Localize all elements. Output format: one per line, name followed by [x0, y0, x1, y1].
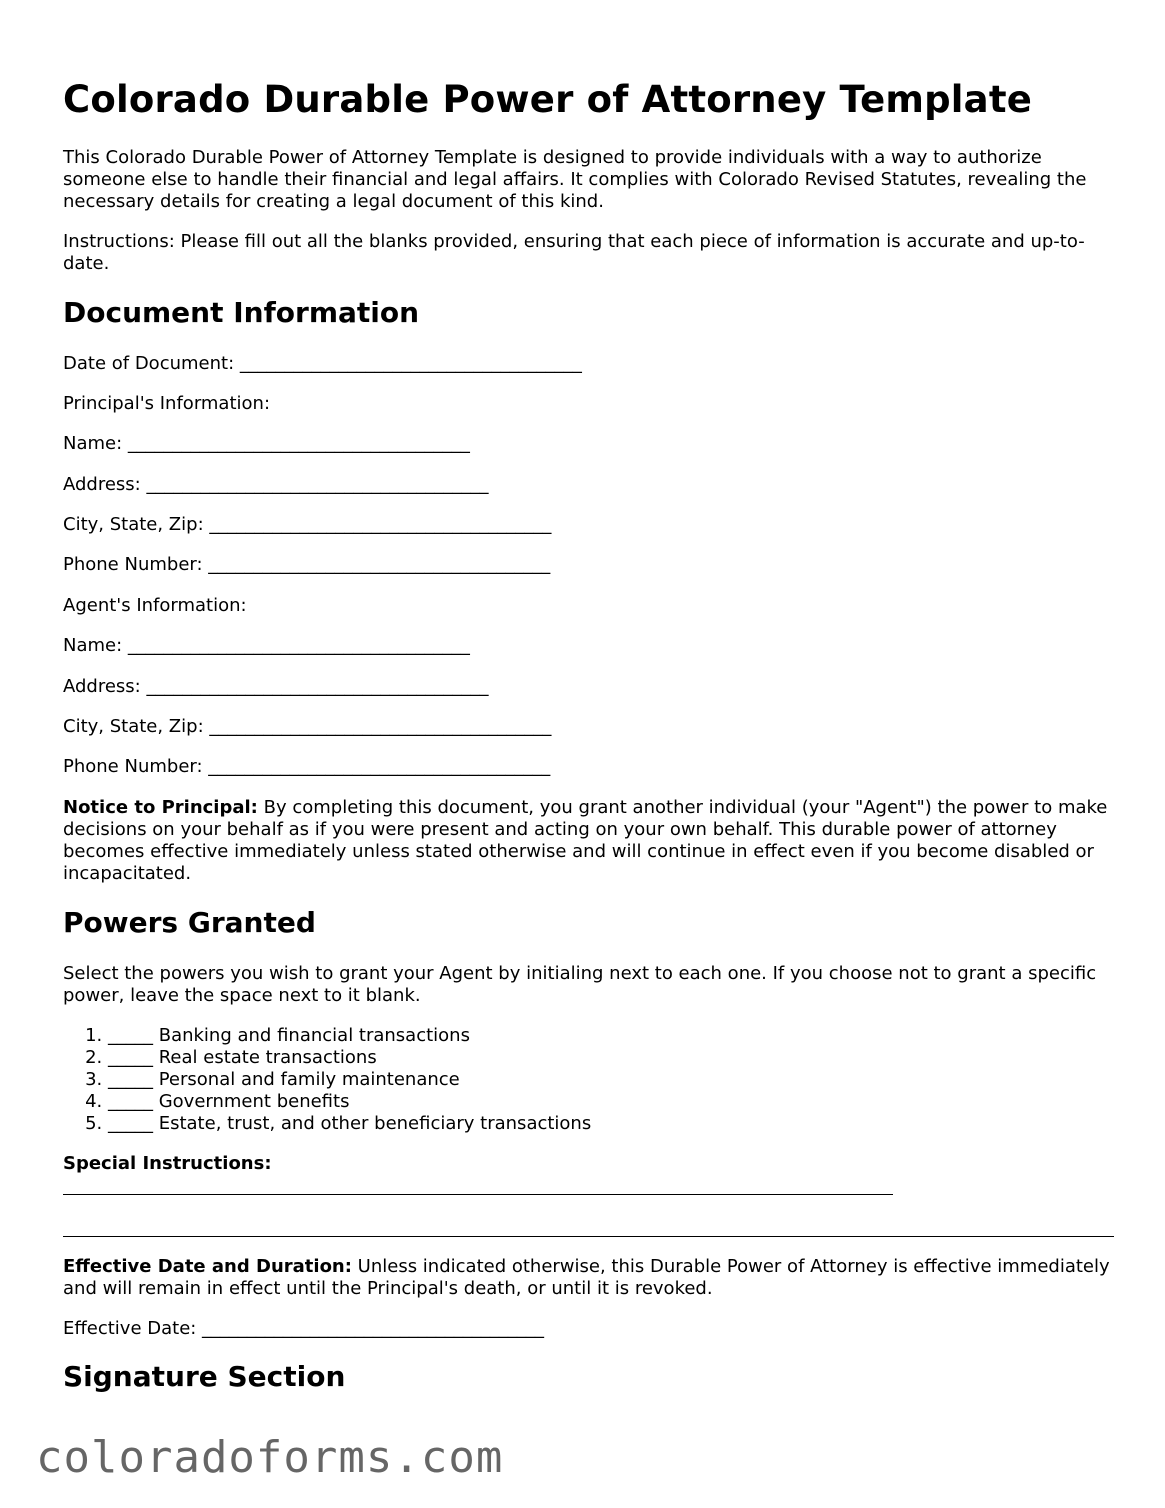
agent-name-field[interactable]: Name: ______________________________________	[63, 635, 470, 656]
power-item-family-maintenance[interactable]: 3. _____ Personal and family maintenance	[108, 1069, 591, 1091]
watermark-logo: coloradoforms.com	[36, 1432, 504, 1483]
agent-city-field[interactable]: City, State, Zip: ______________________________________	[63, 716, 552, 737]
special-instructions-line-2[interactable]	[63, 1236, 1114, 1237]
page-title: Colorado Durable Power of Attorney Template	[63, 78, 1033, 121]
signature-section-heading: Signature Section	[63, 1360, 346, 1393]
intro-paragraph: This Colorado Durable Power of Attorney Template is designed to provide individuals with a way to authorize someone else to handle their financial and legal affairs. It complies with Colorado Revised Statutes, revealing the necessary details for creating a legal document of this kind.	[63, 147, 1087, 212]
power-item-government-benefits[interactable]: 4. _____ Government benefits	[108, 1091, 591, 1113]
effective-text: Unless indicated otherwise, this Durable Power of Attorney is effective immediately and will remain in effect until the Principal's death, or until it is revoked.	[63, 1256, 1110, 1299]
effective-label: Effective Date and Duration:	[63, 1256, 352, 1277]
special-instructions-line-1[interactable]	[63, 1194, 893, 1195]
principal-address-field[interactable]: Address: ______________________________________	[63, 474, 489, 495]
document-information-heading: Document Information	[63, 296, 420, 329]
agent-phone-field[interactable]: Phone Number: ______________________________________	[63, 756, 551, 777]
notice-text: By completing this document, you grant another individual (your "Agent") the power to make decisions on your behalf as if you were present and acting on your own behalf. This durable power of attorney becomes effective immediately unless stated otherwise and will continue in effect even if you become disabled or incapacitated.	[63, 797, 1108, 884]
principal-phone-field[interactable]: Phone Number: ______________________________________	[63, 554, 551, 575]
instructions-paragraph: Instructions: Please fill out all the blanks provided, ensuring that each piece of information is accurate and up-to-date.	[63, 231, 1085, 274]
agent-info-heading: Agent's Information:	[63, 595, 247, 616]
principal-info-heading: Principal's Information:	[63, 393, 271, 414]
powers-intro-paragraph: Select the powers you wish to grant your Agent by initialing next to each one. If you choose not to grant a specific power, leave the space next to it blank.	[63, 963, 1097, 1006]
power-item-estate-trust[interactable]: 5. _____ Estate, trust, and other beneficiary transactions	[108, 1113, 591, 1135]
date-of-document-field[interactable]: Date of Document: ______________________________________	[63, 353, 582, 374]
powers-granted-heading: Powers Granted	[63, 906, 316, 939]
agent-address-field[interactable]: Address: ______________________________________	[63, 676, 489, 697]
principal-name-field[interactable]: Name: ______________________________________	[63, 433, 470, 454]
effective-date-paragraph	[63, 1256, 1115, 1300]
powers-list	[63, 1025, 591, 1135]
power-item-real-estate[interactable]: 2. _____ Real estate transactions	[108, 1047, 591, 1069]
special-instructions-label: Special Instructions:	[63, 1153, 272, 1174]
effective-date-field[interactable]: Effective Date: ______________________________________	[63, 1318, 545, 1339]
power-item-banking[interactable]: 1. _____ Banking and financial transactions	[108, 1025, 591, 1047]
principal-city-field[interactable]: City, State, Zip: ______________________________________	[63, 514, 552, 535]
notice-label: Notice to Principal:	[63, 797, 258, 818]
notice-paragraph	[63, 797, 1115, 885]
